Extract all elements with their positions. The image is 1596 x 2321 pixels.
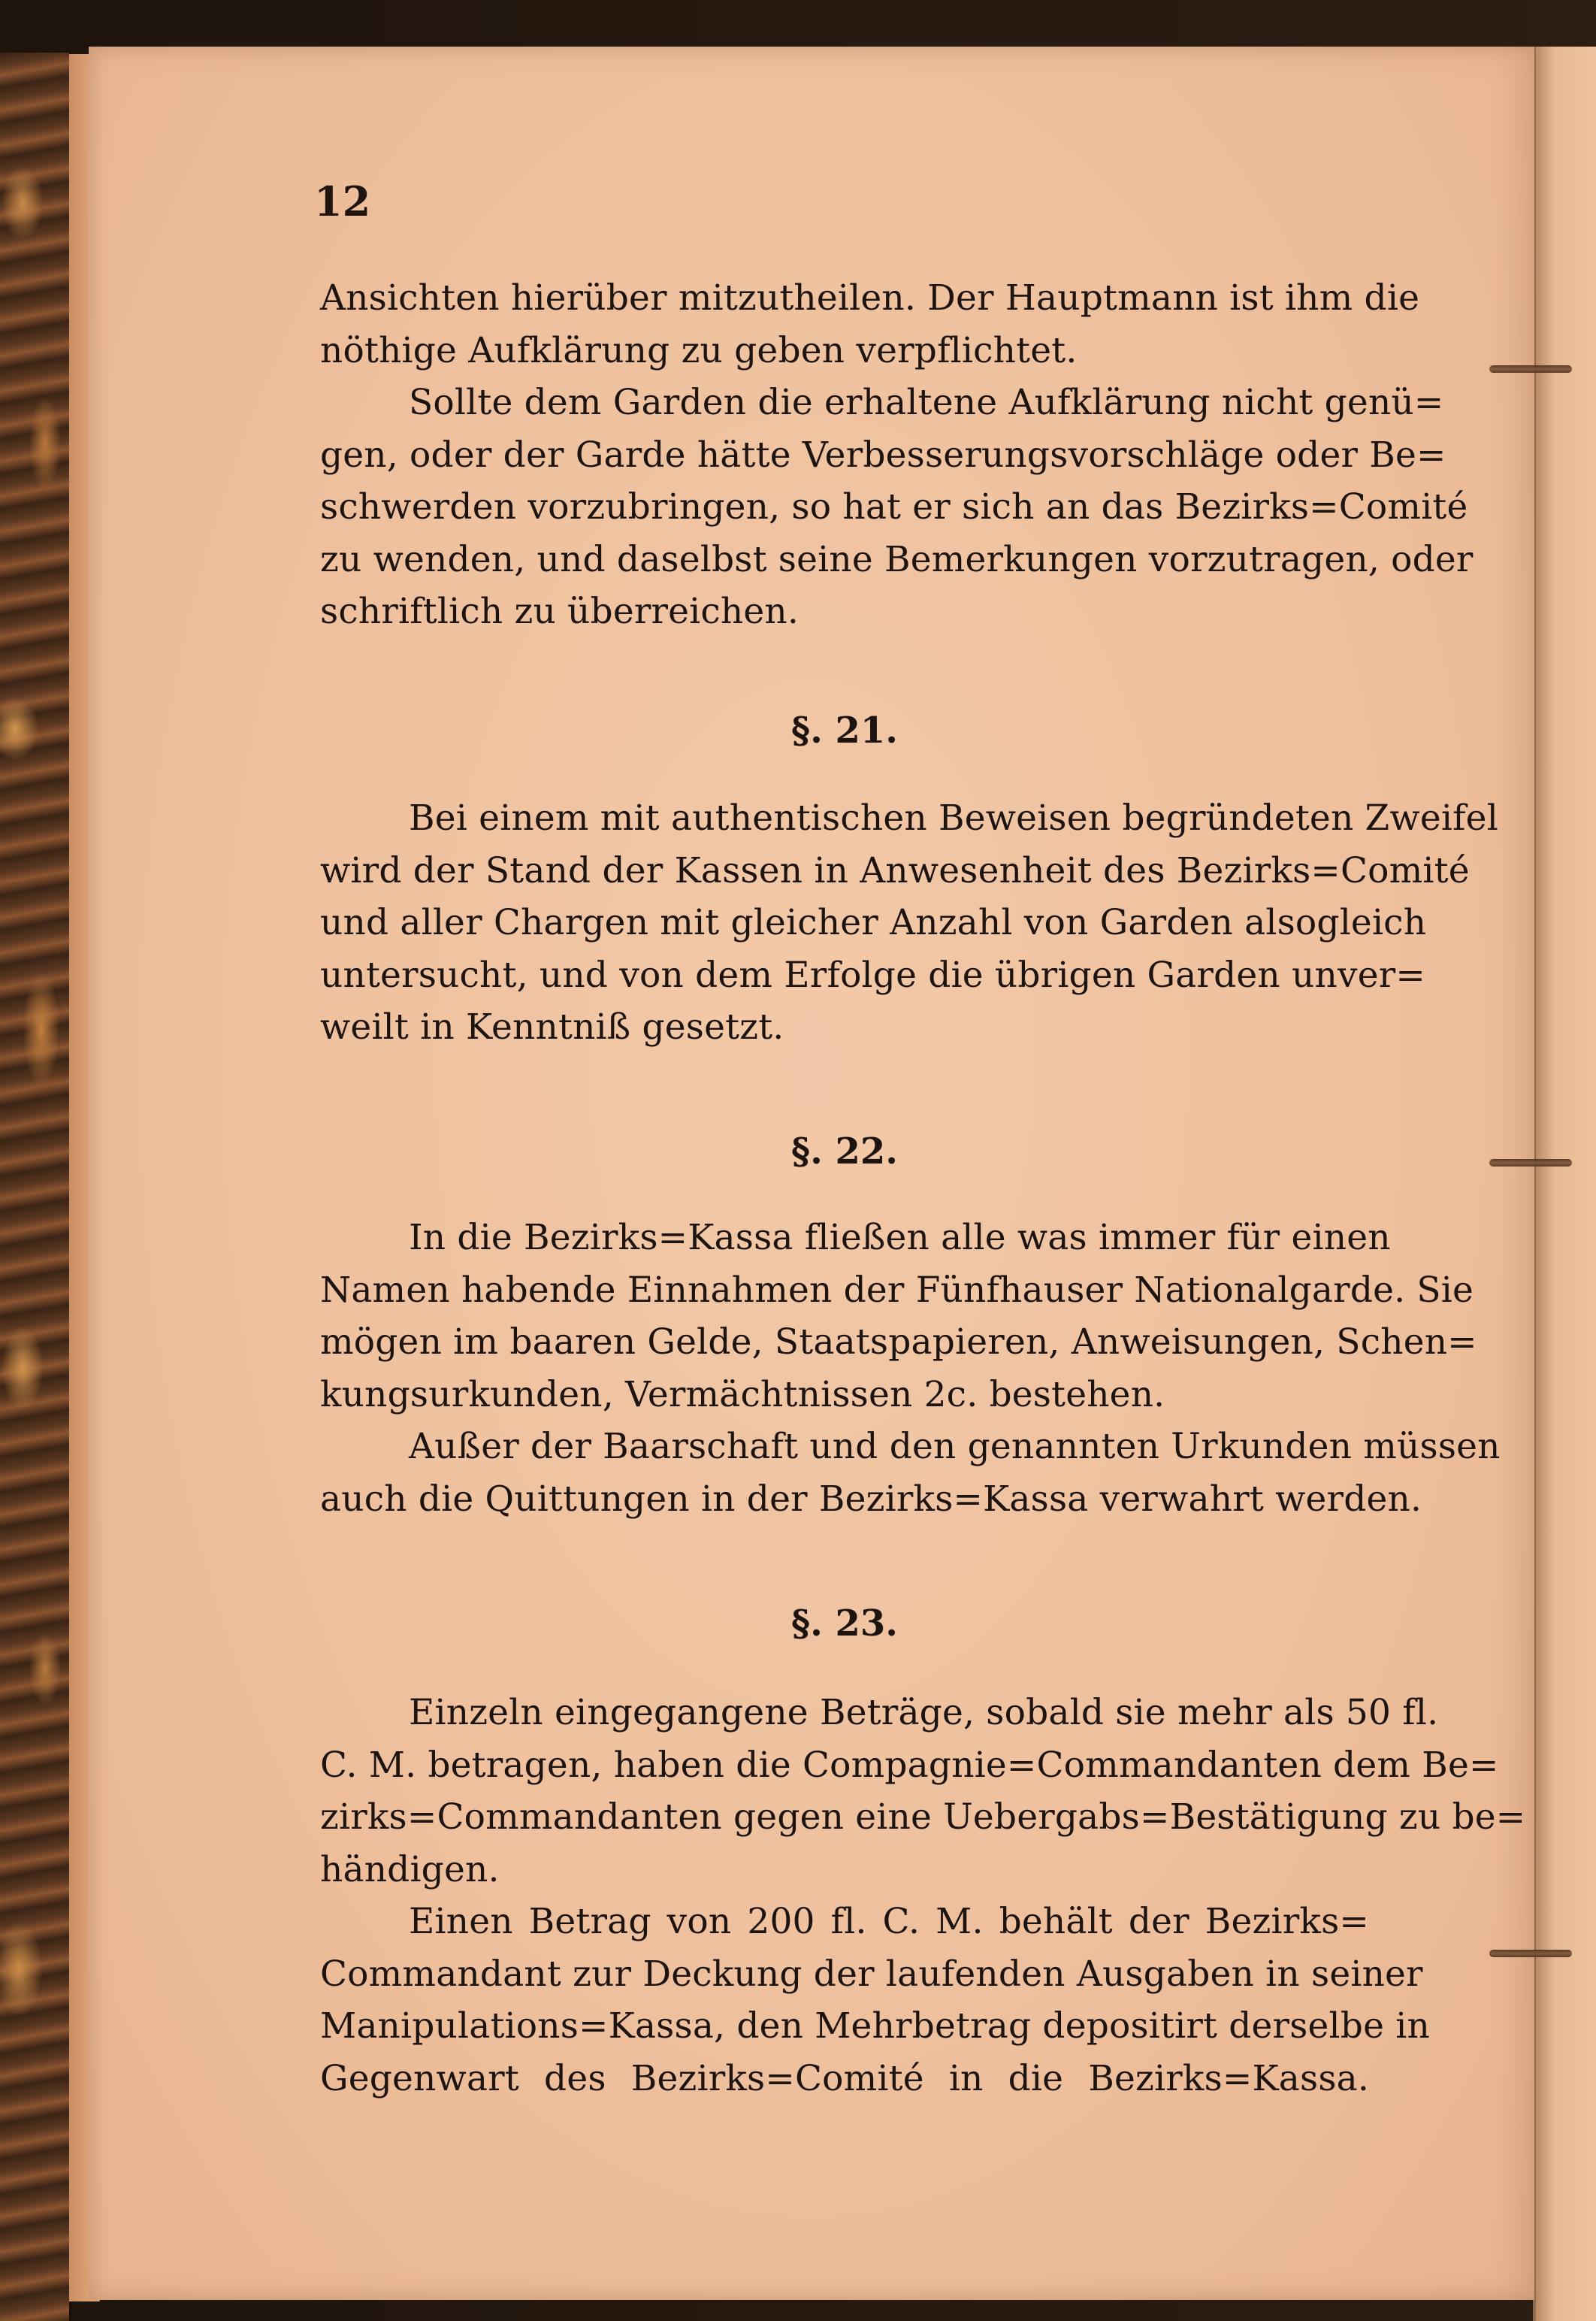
text-line: wird der Stand der Kassen in Anwesenheit des Bezirks=Comité xyxy=(320,849,1470,891)
next-page-edge xyxy=(1533,47,1596,2321)
paragraph-intro xyxy=(320,272,1474,638)
text-line: zu wenden, und daselbst seine Bemerkungen vorzutragen, oder xyxy=(320,538,1474,580)
text-line: und aller Chargen mit gleicher Anzahl von Garden alsogleich xyxy=(320,902,1427,943)
section-heading-23: §. 23. xyxy=(790,1602,899,1645)
text-line: Sollte dem Garden die erhaltene Aufklärung nicht genü= xyxy=(409,382,1444,423)
section-heading-22: §. 22. xyxy=(790,1130,899,1173)
text-line: gen, oder der Garde hätte Verbesserungsvorschläge oder Be= xyxy=(320,434,1446,476)
binding-thread xyxy=(1489,365,1572,373)
text-line: kungsurkunden, Vermächtnissen 2c. bestehen. xyxy=(320,1373,1165,1415)
binding-thread xyxy=(1489,1950,1572,1957)
text-line: zirks=Commandanten gegen eine Uebergabs=Bestätigung zu be= xyxy=(320,1796,1526,1838)
text-line: schwerden vorzubringen, so hat er sich an das Bezirks=Comité xyxy=(320,486,1468,528)
binding-thread xyxy=(1489,1159,1572,1167)
section-heading-21: §. 21. xyxy=(790,710,899,752)
text-line: In die Bezirks=Kassa fließen alle was immer für einen xyxy=(409,1217,1391,1258)
text-line: auch die Quittungen in der Bezirks=Kassa verwahrt werden. xyxy=(320,1478,1422,1520)
page-number: 12 xyxy=(314,177,371,225)
paragraph-section-23 xyxy=(320,1687,1526,2105)
text-line: untersucht, und von dem Erfolge die übrigen Garden unver= xyxy=(320,954,1425,996)
text-line: Gegenwart des Bezirks=Comité in die Bezirks=Kassa. xyxy=(320,2057,1369,2099)
text-line: Manipulations=Kassa, den Mehrbetrag depositirt derselbe in xyxy=(320,2005,1430,2047)
text-line: Ansichten hierüber mitzutheilen. Der Hauptmann ist ihm die xyxy=(320,277,1420,319)
text-line: Commandant zur Deckung der laufenden Ausgaben in seiner xyxy=(320,1953,1423,1995)
text-line: Einzeln eingegangene Beträge, sobald sie mehr als 50 fl. xyxy=(409,1692,1439,1733)
text-line: Einen Betrag von 200 fl. C. M. behält der Bezirks= xyxy=(409,1901,1369,1942)
text-line: nöthige Aufklärung zu geben verpflichtet. xyxy=(320,329,1078,371)
text-line: Bei einem mit authentischen Beweisen begründeten Zweifel xyxy=(409,797,1498,839)
text-line: Außer der Baarschaft und den genannten Urkunden müssen xyxy=(409,1426,1501,1467)
paragraph-section-21 xyxy=(320,792,1498,1054)
paragraph-section-22 xyxy=(320,1212,1501,1525)
text-line: C. M. betragen, haben die Compagnie=Commandanten dem Be= xyxy=(320,1744,1499,1786)
text-line: händigen. xyxy=(320,1848,500,1890)
text-line: schriftlich zu überreichen. xyxy=(320,591,800,632)
text-line: Namen habende Einnahmen der Fünfhauser Nationalgarde. Sie xyxy=(320,1269,1474,1311)
marbled-cover xyxy=(0,53,71,2321)
text-line: mögen im baaren Gelde, Staatspapieren, Anweisungen, Schen= xyxy=(320,1321,1477,1363)
text-line: weilt in Kenntniß gesetzt. xyxy=(320,1006,784,1048)
